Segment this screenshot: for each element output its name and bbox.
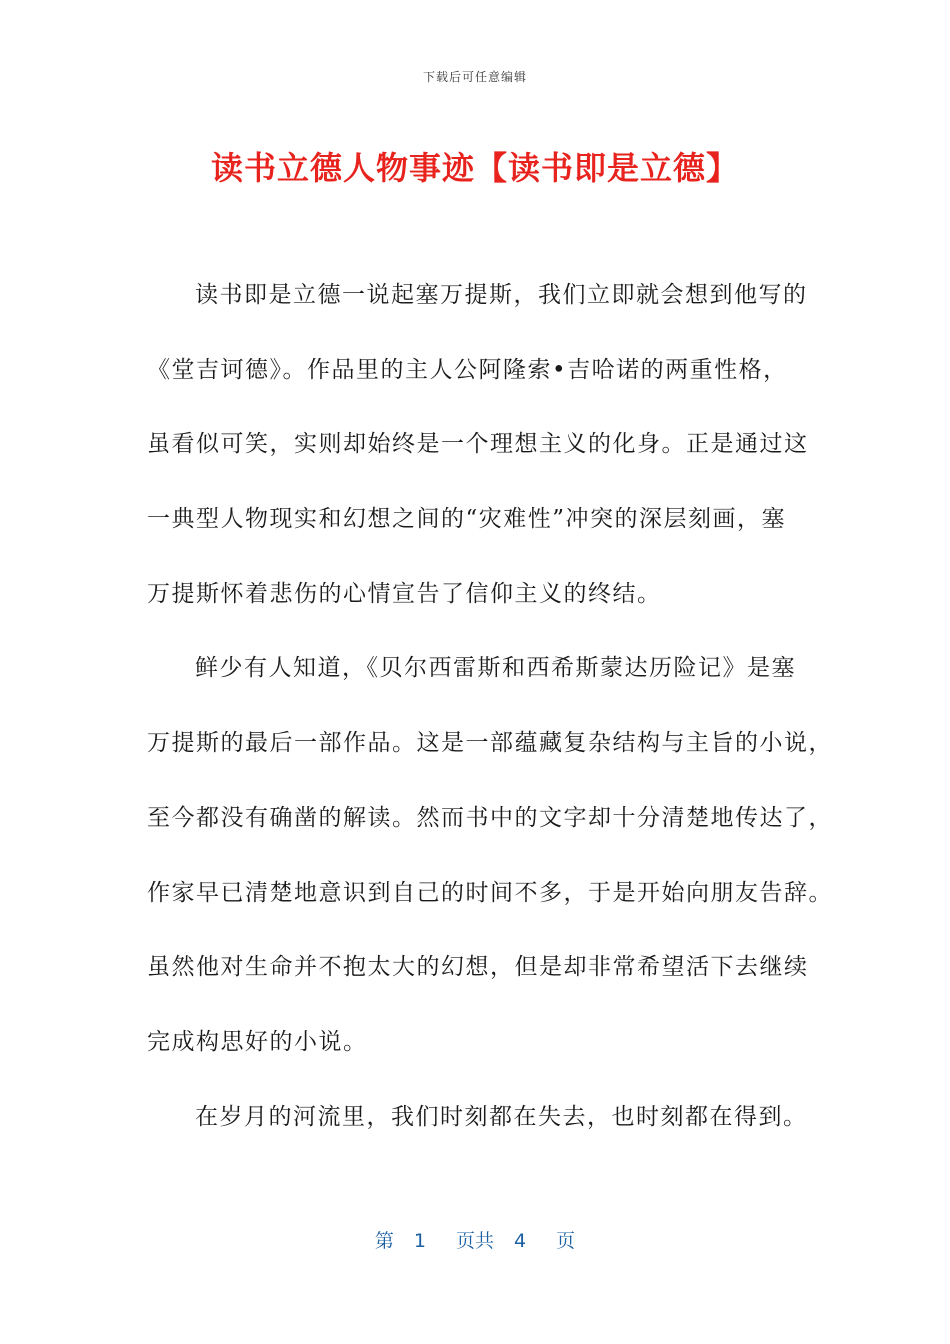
body-line: 虽然他对生命并不抱太大的幻想，但是却非常希望活下去继续 [147, 954, 809, 981]
body-line: 至今都没有确凿的解读。然而书中的文字却十分清楚地传达了， [147, 804, 833, 831]
body-line: 读书即是立德一说起塞万提斯，我们立即就会想到他写的 [195, 282, 808, 308]
document-title: 读书立德人物事迹【读书即是立德】 [210, 149, 739, 187]
body-line: 完成构思好的小说。 [147, 1028, 368, 1055]
footer-suffix: 页 [556, 1230, 576, 1252]
body-line: 作家早已清楚地意识到自己的时间不多，于是开始向朋友告辞。 [147, 879, 833, 906]
footer-middle: 页共 [455, 1230, 494, 1252]
body-line: 万提斯怀着悲伤的心情宣告了信仰主义的终结。 [147, 580, 662, 607]
footer-prefix: 第 [374, 1230, 394, 1252]
header-note: 下载后可任意编辑 [422, 70, 527, 84]
footer-current-page: 1 [413, 1230, 426, 1252]
footer-total-pages: 4 [514, 1230, 527, 1252]
page-footer [0, 1226, 950, 1253]
body-line: 在岁月的河流里，我们时刻都在失去，也时刻都在得到。 [195, 1103, 808, 1130]
body-line: 虽看似可笑，实则却始终是一个理想主义的化身。正是通过这 [147, 431, 809, 458]
body-line: 《堂吉诃德》。作品里的主人公阿隆索•吉哈诺的两重性格， [147, 356, 788, 383]
body-line: 一典型人物现实和幻想之间的“灾难性”冲突的深层刻画，塞 [147, 506, 787, 533]
body-line: 万提斯的最后一部作品。这是一部蕴藏复杂结构与主旨的小说， [147, 730, 833, 757]
document-body [147, 258, 833, 1154]
body-line: 鲜少有人知道，《贝尔西雷斯和西希斯蒙达历险记》是塞 [195, 655, 796, 682]
